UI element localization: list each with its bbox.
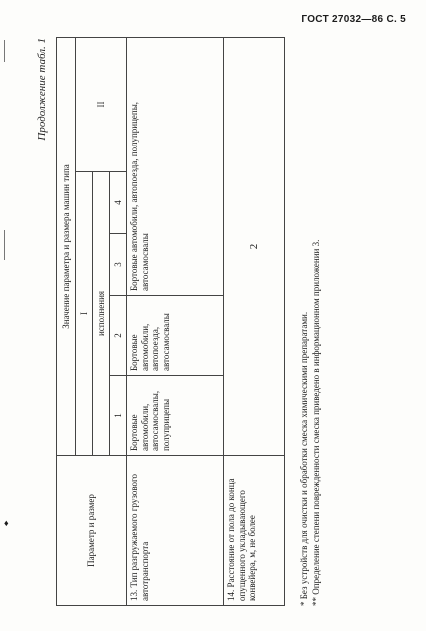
footnotes bbox=[298, 38, 322, 606]
header-sub-1: 1 bbox=[110, 376, 127, 456]
header-sub-3: 3 bbox=[110, 234, 127, 296]
row13-param: 13. Тип разгружаемого грузового автотранспорта bbox=[127, 456, 224, 606]
margin-bullet-icon: ♦ bbox=[4, 518, 9, 528]
margin-mark-mid bbox=[4, 230, 5, 260]
header-sub-4: 4 bbox=[110, 172, 127, 234]
row14-param: 14. Расстояние от пола до конца опущенного укладывающего конвейера, м, не более bbox=[224, 456, 285, 606]
footnote-1: * Без устройств для очистки и обработки смеска химическими препаратами. bbox=[299, 311, 309, 606]
header-param: Параметр и размер bbox=[57, 456, 127, 606]
footnote-2: ** Определение степени поврежденности смеска приведено в информационном приложении 3. bbox=[311, 239, 321, 606]
row13-value-3-4-ii: Бортовые автомобили, автопоезда, полуприцепы, автосамосвалы bbox=[127, 37, 224, 295]
header-type-1: I bbox=[76, 172, 93, 456]
table-caption: Продолжение табл. 1 bbox=[36, 38, 48, 141]
header-values: Значение параметра и размера машин типа bbox=[57, 37, 76, 455]
row14-value: 2 bbox=[224, 37, 285, 455]
header-type-2: II bbox=[76, 37, 127, 171]
header-sub-2: 2 bbox=[110, 296, 127, 376]
rotated-content bbox=[36, 38, 334, 606]
row13-value-2: Бортовые автомобили, автопоезда, автосамосвалы bbox=[127, 296, 224, 376]
margin-mark-top bbox=[4, 40, 5, 62]
row13-value-1: Бортовые автомобили, автосамосвалы, полуприцепы bbox=[127, 376, 224, 456]
page-header: ГОСТ 27032—86 С. 5 bbox=[301, 14, 406, 25]
parameter-table bbox=[56, 37, 285, 606]
header-ispolnenie: исполнения bbox=[93, 172, 110, 456]
